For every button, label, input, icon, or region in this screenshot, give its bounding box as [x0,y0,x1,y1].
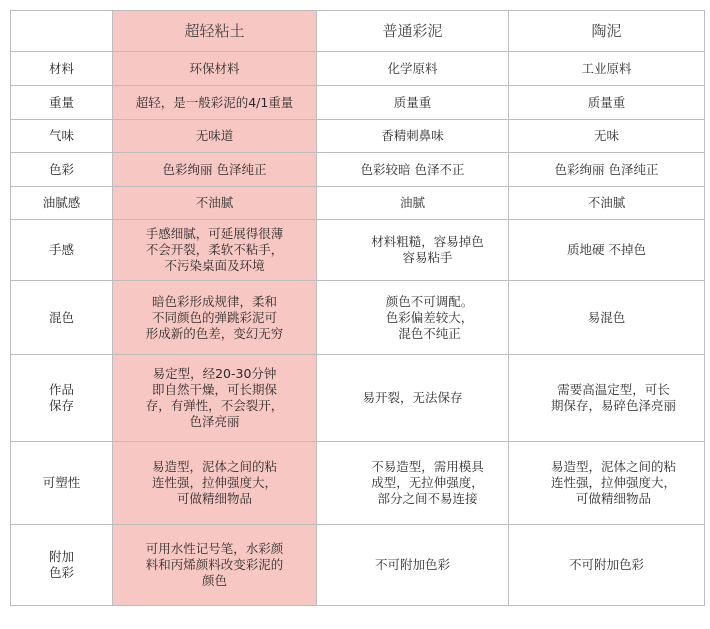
cell-text: 混色不纯正 [398,325,461,341]
table-row [11,220,705,281]
cell-text: 质量重 [393,94,432,110]
corner-cell [11,11,113,52]
row-label-color-mixing [11,281,113,355]
cell-ordinary-plasticine [317,153,509,187]
cell-ordinary-plasticine [317,220,509,281]
cell-ultralight-clay [113,52,317,86]
table-row [11,442,705,525]
table-row [11,153,705,187]
header-pottery-clay: 陶泥 [509,11,705,52]
row-label-text: 作品 [48,382,74,397]
cell-ordinary-plasticine [317,525,509,606]
cell-text: 超轻，是一般彩泥的4/1重量 [135,94,294,110]
cell-text: 环保材料 [189,60,240,76]
row-label-color [11,153,113,187]
cell-text: 不易造型，需用模具 [371,459,484,474]
cell-text: 香精刺鼻味 [381,128,444,143]
cell-ordinary-plasticine [317,442,509,525]
cell-text: 色彩偏差较大， [385,309,474,325]
cell-pottery-clay [509,525,705,606]
cell-ultralight-clay [113,442,317,525]
table-row [11,120,705,153]
cell-text: 不油腻 [587,195,626,210]
cell-pottery-clay [509,442,705,525]
row-label-plasticity [11,442,113,525]
cell-text: 暗色彩形成规律，柔和 [151,293,277,309]
cell-text: 油腻 [399,195,425,210]
cell-text: 材料粗糙，容易掉色 [371,234,484,249]
cell-text: 工业原料 [581,60,632,76]
cell-text: 易造型，泥体之间的粘 [151,459,277,474]
row-label-text: 色彩 [48,565,74,580]
cell-ultralight-clay [113,120,317,153]
cell-text: 可做精细物品 [176,491,252,506]
cell-text: 不同颜色的弹跳彩泥可 [151,309,277,325]
cell-text: 无味道 [195,128,234,143]
row-label-smell [11,120,113,153]
cell-pottery-clay [509,120,705,153]
row-label-text: 重量 [48,94,74,110]
cell-pottery-clay [509,187,705,220]
cell-ultralight-clay [113,153,317,187]
row-label-text: 保存 [48,398,74,413]
table-row [11,86,705,120]
row-label-text: 混色 [48,309,74,325]
cell-text: 手感细腻，可延展得很薄 [145,226,284,241]
cell-ultralight-clay [113,281,317,355]
row-label-text: 可塑性 [42,475,81,490]
cell-text: 质量重 [587,94,626,110]
cell-pottery-clay [509,355,705,442]
cell-text: 成型，无拉伸强度， [371,475,484,490]
table-row [11,281,705,355]
cell-ordinary-plasticine [317,281,509,355]
cell-pottery-clay [509,220,705,281]
row-label-text: 附加 [48,549,74,564]
table-row [11,525,705,606]
cell-text: 不污染桌面及环境 [164,258,265,273]
cell-pottery-clay [509,52,705,86]
cell-text: 需要高温定型，可长 [557,382,670,397]
row-label-feel [11,220,113,281]
header-ultralight-clay: 超轻粘土 [113,11,317,52]
cell-ordinary-plasticine [317,187,509,220]
cell-text: 不可附加色彩 [374,557,450,572]
cell-text: 不会开裂，柔软不粘手， [145,242,284,257]
row-label-text: 手感 [48,242,74,257]
row-label-text: 气味 [48,128,74,143]
cell-text: 色泽亮丽 [189,414,240,429]
cell-text: 易定型，经20-30分钟 [152,366,277,381]
cell-text: 可做精细物品 [575,491,651,506]
cell-ordinary-plasticine [317,86,509,120]
cell-text: 质地硬 不掉色 [567,242,646,257]
cell-text: 连性强，拉伸强度大， [550,475,676,490]
cell-text: 色彩绚丽 色泽纯正 [162,161,267,177]
row-label-weight [11,86,113,120]
cell-pottery-clay [509,86,705,120]
cell-text: 易开裂，无法保存 [362,390,463,405]
cell-text: 存，有弹性，不会裂开， [145,398,284,413]
cell-text: 化学原料 [387,60,438,76]
cell-ultralight-clay [113,86,317,120]
row-label-added-color [11,525,113,606]
table-row [11,187,705,220]
row-label-preservation [11,355,113,442]
cell-text: 无味 [593,128,619,143]
cell-text: 可用水性记号笔，水彩颜 [145,541,284,556]
cell-text: 颜色 [201,573,227,588]
table-row [11,355,705,442]
cell-text: 颜色不可调配。 [385,293,474,309]
cell-ordinary-plasticine [317,52,509,86]
cell-text: 形成新的色差，变幻无穷 [145,325,284,341]
cell-pottery-clay [509,153,705,187]
cell-text: 色彩较暗 色泽不正 [360,161,465,177]
header-ordinary-plasticine: 普通彩泥 [317,11,509,52]
cell-ultralight-clay [113,355,317,442]
row-label-text: 色彩 [48,161,74,177]
row-label-greasiness [11,187,113,220]
comparison-table [10,10,705,606]
row-label-text: 油腻感 [42,195,81,210]
cell-ordinary-plasticine [317,120,509,153]
cell-text: 料和丙烯颜料改变彩泥的 [145,557,284,572]
cell-text: 容易粘手 [402,250,453,265]
cell-pottery-clay [509,281,705,355]
cell-ultralight-clay [113,187,317,220]
cell-text: 不油腻 [195,195,234,210]
cell-text: 色彩绚丽 色泽纯正 [554,161,659,177]
row-label-text: 材料 [48,60,74,76]
cell-ordinary-plasticine [317,355,509,442]
cell-ultralight-clay [113,220,317,281]
cell-text: 部分之间不易连接 [377,491,478,506]
cell-text: 易造型，泥体之间的粘 [550,459,676,474]
table-row [11,52,705,86]
cell-text: 连性强，拉伸强度大， [151,475,277,490]
row-label-material [11,52,113,86]
cell-text: 即自然干燥，可长期保 [151,382,277,397]
cell-text: 不可附加色彩 [568,557,644,572]
cell-text: 易混色 [587,309,626,325]
header-row [11,11,705,52]
cell-text: 期保存，易碎色泽亮丽 [550,398,676,413]
cell-ultralight-clay [113,525,317,606]
